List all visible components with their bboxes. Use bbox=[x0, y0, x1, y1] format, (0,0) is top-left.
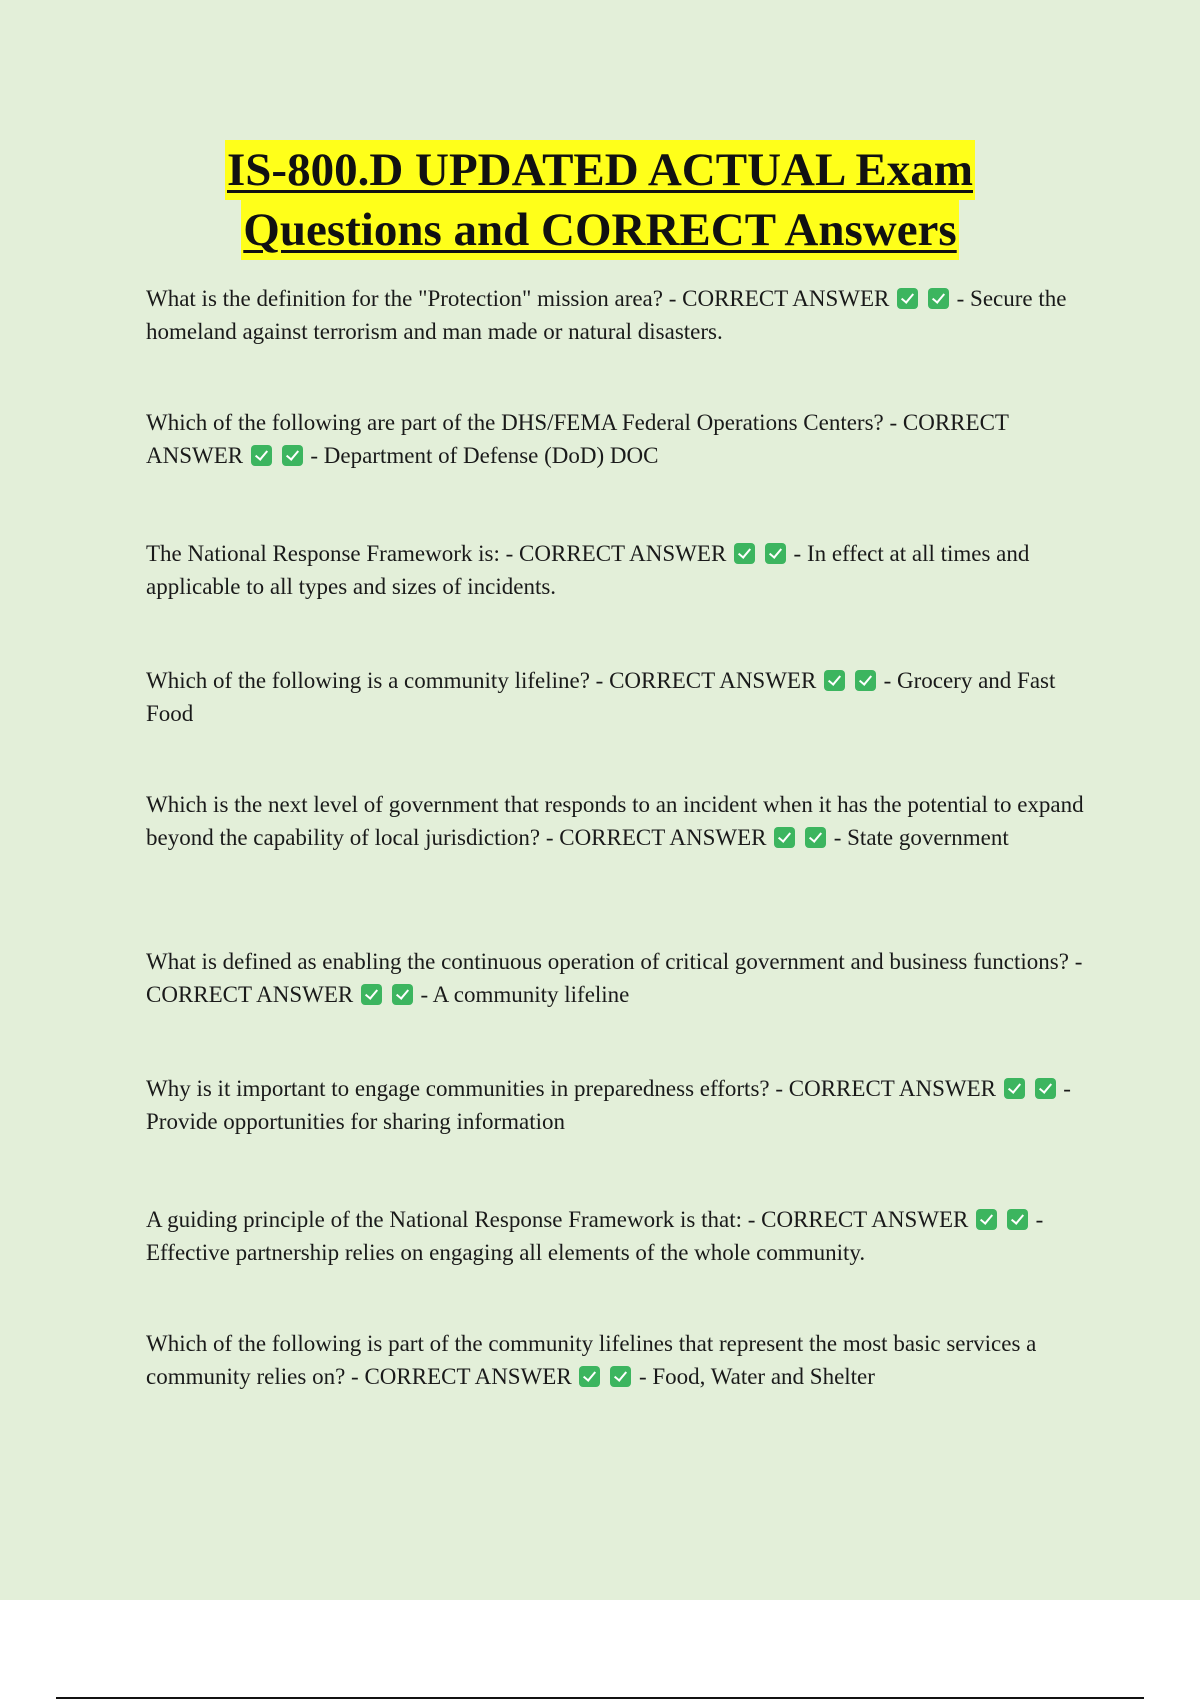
check-mark-icon bbox=[976, 1209, 997, 1230]
check-mark-icon bbox=[282, 445, 303, 466]
check-mark-icon bbox=[610, 1366, 631, 1387]
check-mark-icon bbox=[579, 1366, 600, 1387]
question-text: Which of the following is a community lifeline? - CORRECT ANSWER bbox=[146, 668, 817, 693]
check-mark-icon bbox=[897, 288, 918, 309]
qa-item bbox=[146, 1327, 1091, 1393]
answer-text: - A community lifeline bbox=[420, 982, 630, 1007]
check-mark-icon bbox=[1004, 1078, 1025, 1099]
page-title bbox=[0, 140, 1200, 260]
answer-text: - Provide opportunities for sharing information bbox=[146, 1076, 1071, 1134]
check-mark-icon bbox=[361, 984, 382, 1005]
check-mark-icon bbox=[1007, 1209, 1028, 1230]
answer-text: - Effective partnership relies on engaging all elements of the whole community. bbox=[146, 1207, 1044, 1265]
question-text: The National Response Framework is: - CORRECT ANSWER bbox=[146, 541, 727, 566]
question-text: A guiding principle of the National Response Framework is that: - CORRECT ANSWER bbox=[146, 1207, 969, 1232]
check-mark-icon bbox=[824, 670, 845, 691]
question-text: Why is it important to engage communities in preparedness efforts? - CORRECT ANSWER bbox=[146, 1076, 997, 1101]
check-mark-icon bbox=[765, 543, 786, 564]
question-text: Which is the next level of government that responds to an incident when it has the potential to expand beyond the capability of local jurisdiction? - CORRECT ANSWER bbox=[146, 792, 1084, 850]
question-text: Which of the following are part of the DHS/FEMA Federal Operations Centers? - CORRECT ANSWER bbox=[146, 410, 1009, 468]
answer-text: - Secure the homeland against terrorism and man made or natural disasters. bbox=[146, 286, 1067, 344]
qa-item bbox=[146, 406, 1091, 472]
qa-item bbox=[146, 1203, 1091, 1269]
check-mark-icon bbox=[734, 543, 755, 564]
answer-text: - Department of Defense (DoD) DOC bbox=[310, 443, 659, 468]
footer-divider bbox=[56, 1697, 1144, 1699]
answer-text: - In effect at all times and applicable to all types and sizes of incidents. bbox=[146, 541, 1030, 599]
answer-text: - Food, Water and Shelter bbox=[638, 1364, 875, 1389]
check-mark-icon bbox=[805, 827, 826, 848]
title-line-2: Questions and CORRECT Answers bbox=[241, 200, 958, 260]
check-mark-icon bbox=[251, 445, 272, 466]
qa-item bbox=[146, 664, 1091, 730]
qa-item bbox=[146, 945, 1091, 1011]
answer-text: - State government bbox=[833, 825, 1009, 850]
qa-item bbox=[146, 788, 1091, 854]
question-text: What is defined as enabling the continuous operation of critical government and business functions? - CORRECT ANSWER bbox=[146, 949, 1083, 1007]
question-text: Which of the following is part of the community lifelines that represent the most basic services a community relies on? - CORRECT ANSWER bbox=[146, 1331, 1037, 1389]
check-mark-icon bbox=[928, 288, 949, 309]
qa-item bbox=[146, 537, 1091, 603]
check-mark-icon bbox=[392, 984, 413, 1005]
check-mark-icon bbox=[855, 670, 876, 691]
check-mark-icon bbox=[1035, 1078, 1056, 1099]
check-mark-icon bbox=[774, 827, 795, 848]
title-line-1: IS-800.D UPDATED ACTUAL Exam bbox=[225, 140, 975, 200]
question-text: What is the definition for the "Protection" mission area? - CORRECT ANSWER bbox=[146, 286, 890, 311]
answer-text: - Grocery and Fast Food bbox=[146, 668, 1056, 726]
qa-item bbox=[146, 1072, 1091, 1138]
qa-item bbox=[146, 282, 1091, 348]
